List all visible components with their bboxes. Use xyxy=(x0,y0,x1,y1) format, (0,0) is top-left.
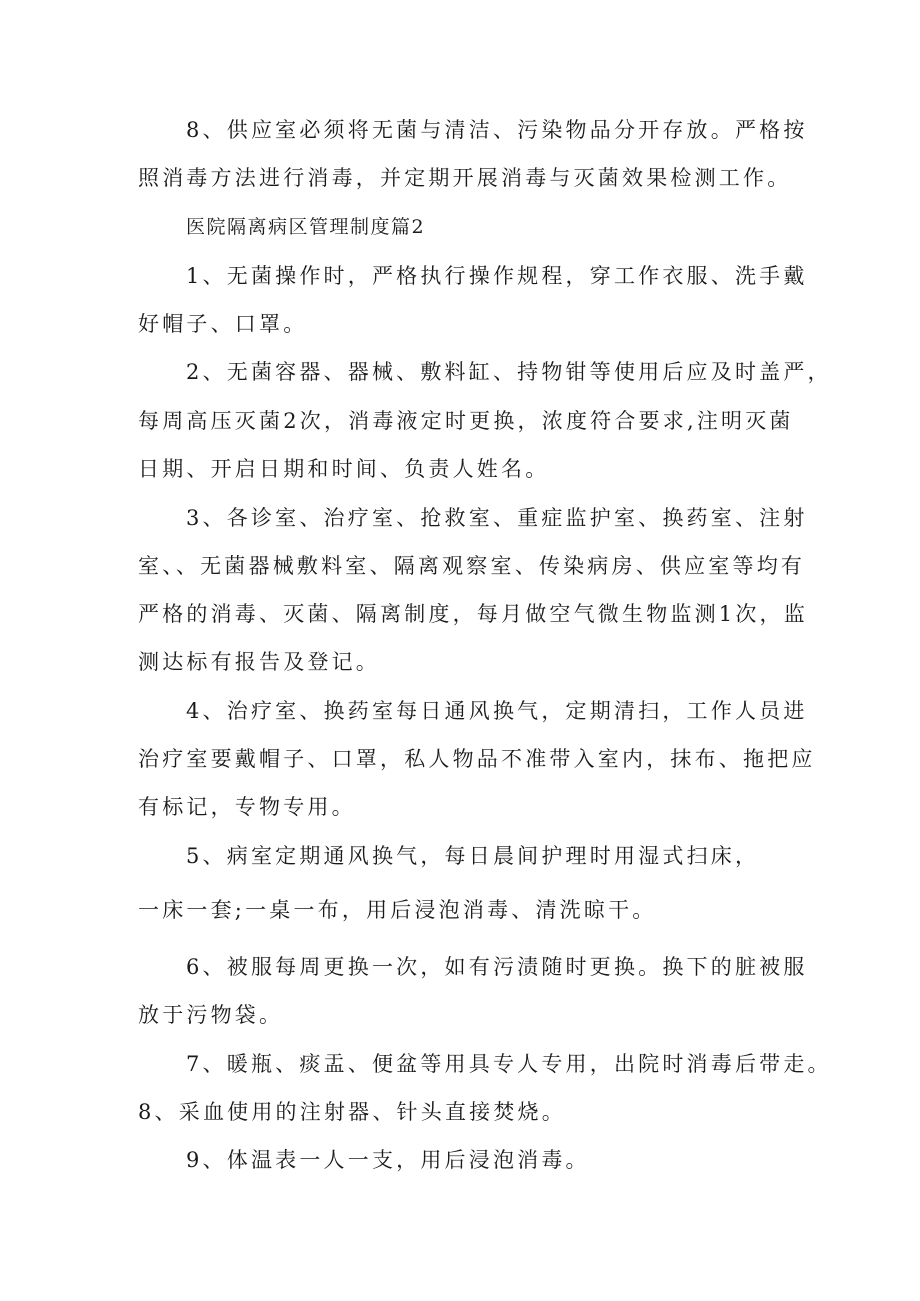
paragraph-line: 室、、无菌器械敷料室、隔离观察室、传染病房、供应室等均有 xyxy=(138,554,806,578)
section-heading: 医院隔离病区管理制度篇2 xyxy=(186,216,426,238)
paragraph-line: 好帽子、口罩。 xyxy=(138,312,308,336)
paragraph-line: 一床一套;一桌一布，用后浸泡消毒、清洗晾干。 xyxy=(138,898,657,922)
paragraph-line: 日期、开启日期和时间、负责人姓名。 xyxy=(138,457,550,481)
paragraph-line: 9、体温表一人一支，用后浸泡消毒。 xyxy=(186,1148,590,1172)
paragraph-line: 3、各诊室、治疗室、抢救室、重症监护室、换药室、注射 xyxy=(186,506,808,530)
paragraph-line: 2、无菌容器、器械、敷料缸、持物钳等使用后应及时盖严， xyxy=(186,360,832,384)
paragraph-line: 测达标有报告及登记。 xyxy=(138,650,380,674)
paragraph-line: 放于污物袋。 xyxy=(138,1003,284,1027)
paragraph-line: 有标记，专物专用。 xyxy=(138,795,356,819)
paragraph-line: 照消毒方法进行消毒，并定期开展消毒与灭菌效果检测工作。 xyxy=(138,166,792,190)
paragraph-line: 治疗室要戴帽子、口罩，私人物品不准带入室内，抹布、拖把应 xyxy=(138,747,816,771)
paragraph-line: 4、治疗室、换药室每日通风换气，定期清扫，工作人员进 xyxy=(186,699,808,723)
paragraph-line: 1、无菌操作时，严格执行操作规程，穿工作衣服、洗手戴 xyxy=(186,264,808,288)
paragraph-line: 6、被服每周更换一次，如有污渍随时更换。换下的脏被服 xyxy=(186,955,808,979)
paragraph-line: 每周高压灭菌2次，消毒液定时更换，浓度符合要求,注明灭菌 xyxy=(138,409,794,433)
paragraph-line: 严格的消毒、灭菌、隔离制度，每月做空气微生物监测1次，监 xyxy=(138,602,808,626)
paragraph-line: 7、暖瓶、痰盂、便盆等用具专人专用，出院时消毒后带走。 xyxy=(186,1052,832,1076)
paragraph-line: 8、采血使用的注射器、针头直接焚烧。 xyxy=(138,1100,566,1124)
paragraph-line: 8、供应室必须将无菌与清洁、污染物品分开存放。严格按 xyxy=(186,118,808,142)
paragraph-line: 5、病室定期通风换气，每日晨间护理时用湿式扫床， xyxy=(186,844,760,868)
